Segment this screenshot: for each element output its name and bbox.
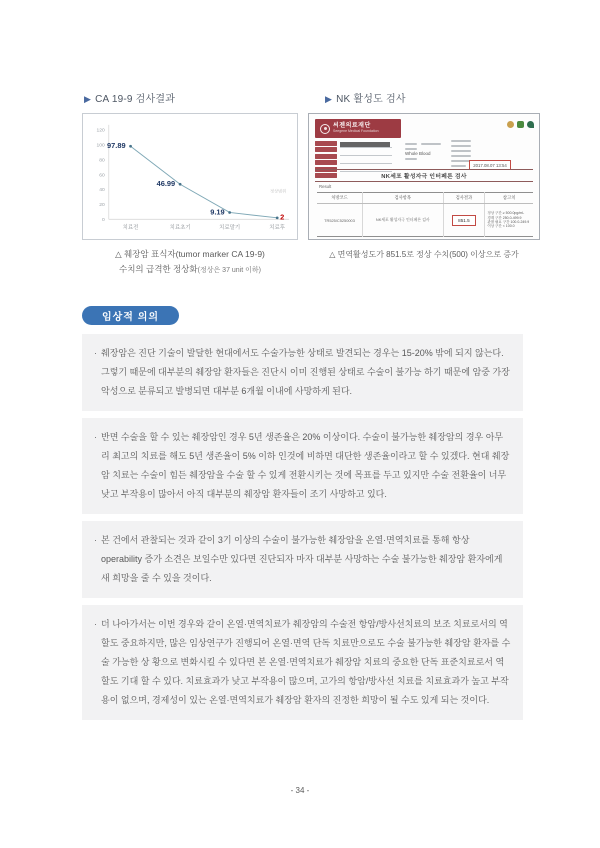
ca199-chart-figure	[82, 113, 298, 240]
illegible-text-placeholder	[451, 140, 471, 142]
paragraph-text: 췌장암은 진단 기술이 발달한 현대에서도 수술가능한 상태로 발견되는 경우는 15-20% 밖에 되지 않는다. 그렇기 때문에 대부분의 췌장암 환자들은 진단시 이미 진행된 상태로 수술이 불가능 하기 때문에 암중 가장 악성으로 분류되고 발병되면 대부분 6개월 이내에 사망하게 된다.	[101, 348, 510, 396]
bullet-dot: ·	[94, 432, 97, 442]
svg-text:80: 80	[99, 158, 105, 164]
form-underline	[340, 147, 392, 148]
cell-code: TR525/C5250003	[324, 217, 355, 223]
bullet-dot: ·	[94, 619, 97, 629]
reference-line: 이상 구간 < 100.0	[487, 224, 515, 229]
nk-result-table	[317, 192, 533, 237]
ca199-caption-line2-small: (정상은 37 unit 이하)	[197, 267, 261, 274]
clinical-paragraph	[82, 418, 523, 514]
ca199-caption-line1: △ 췌장암 표식자(tumor marker CA 19-9)	[115, 249, 265, 259]
clinical-paragraph	[82, 334, 523, 411]
table-row	[317, 204, 533, 237]
ca199-section-title	[84, 90, 175, 105]
nk-section-title	[325, 90, 406, 105]
svg-text:치료전: 치료전	[122, 225, 139, 232]
specimen-type: Whole Blood	[405, 151, 431, 156]
nk-section-title-text: NK 활성도 검사	[336, 94, 406, 105]
svg-text:9.19: 9.19	[210, 207, 225, 217]
form-underline	[340, 163, 392, 164]
lab-logo	[315, 119, 401, 138]
svg-text:46.99: 46.99	[156, 179, 176, 189]
reference-line: 경계 구간 250.0-499.9	[487, 215, 522, 220]
paragraph-text: 반면 수술을 할 수 있는 췌장암인 경우 5년 생존율은 20% 이상이다. 수술이 불가능한 췌장암의 경우 아무리 최고의 치료를 해도 5년 생존율이 5% 이하 인것에 비하면 대단한 생존율이라고 할 수 있겠다. 현대 췌장암 치료는 수술이 힘든 췌장암을 수술 할 수 있게 전환시키는 것에 목표를 두고 있지만 수술 전환율이 너무 낮고 부작용이 많아서 아직 대부분의 췌장암 환자들이 조기 사망하고 있다.	[101, 432, 510, 499]
illegible-text-placeholder	[405, 143, 417, 145]
svg-text:40: 40	[99, 188, 105, 194]
svg-text:97.89: 97.89	[107, 141, 126, 151]
illegible-text-placeholder	[451, 150, 471, 152]
reference-line: 정상 구간 ≥ 500.0pg/mL	[487, 211, 525, 216]
cell-test-name: NK세포 활성자극 인터페론 검사	[363, 204, 443, 237]
lab-emblem-icon	[320, 124, 330, 134]
illegible-text-placeholder	[405, 158, 417, 160]
certification-stamp-icon	[527, 121, 534, 128]
illegible-text-placeholder	[451, 145, 471, 147]
col-header-reference: 참고치	[485, 193, 533, 204]
svg-text:20: 20	[99, 203, 105, 209]
bullet-dot: ·	[94, 535, 97, 545]
paragraph-text: 본 건에서 관찰되는 것과 같이 3기 이상의 수술이 불가능한 췌장암을 온열·면역치료를 통해 항상 operability 증가 소견은 보일수만 있다면 진단되자 마자 대부분 사망하는 수술 불가능한 췌장암 환자에게 새 희망을 줄 수 있을 것이다.	[101, 535, 503, 583]
lab-logo-text: 씨젠의료재단	[333, 123, 371, 130]
illegible-text-placeholder	[405, 148, 417, 150]
nk-report-scan	[308, 113, 540, 240]
certification-stamp-icon	[507, 121, 514, 128]
svg-text:60: 60	[99, 173, 105, 179]
svg-text:120: 120	[96, 128, 105, 134]
col-header-result: 검사결과	[443, 193, 485, 204]
illegible-text-placeholder	[451, 160, 471, 162]
illegible-text-placeholder	[421, 143, 441, 145]
illegible-text-placeholder	[451, 165, 466, 167]
table-header-row	[317, 193, 533, 204]
hospital-name-placeholder	[340, 142, 390, 147]
report-band-title: NK세포 활성자극 인터페론 검사	[315, 169, 533, 182]
triangle-bullet-icon: ▶	[325, 94, 333, 104]
certification-stamp-icon	[517, 121, 524, 128]
ca199-caption	[70, 247, 310, 278]
svg-text:100: 100	[96, 143, 105, 149]
col-header-test: 검사항목	[363, 193, 443, 204]
result-value-highlight: 851.5	[452, 215, 476, 226]
illegible-text-placeholder	[451, 155, 471, 157]
cell-result	[443, 204, 485, 237]
ca199-caption-line2	[70, 262, 310, 278]
report-datetime: 2017.08.07 13:54	[473, 162, 507, 168]
form-underline	[340, 155, 392, 156]
svg-text:치료초기: 치료초기	[169, 225, 191, 232]
nk-caption: △ 면역활성도가 851.5로 정상 수치(500) 이상으로 증가	[329, 250, 519, 259]
result-label: Result	[319, 184, 332, 189]
lab-logo-subtext: Seegene Medical Foundation	[333, 129, 379, 134]
col-header-code: 처방코드	[317, 193, 363, 204]
ca199-chart-svg	[83, 114, 297, 239]
cell-reference	[485, 204, 533, 237]
ca199-caption-line2-main: 수치의 급격한 정상화	[118, 264, 198, 274]
bullet-dot: ·	[94, 348, 97, 358]
certification-stamps	[507, 121, 534, 128]
svg-text:0: 0	[102, 218, 105, 224]
page-number: - 34 -	[290, 786, 310, 795]
svg-text:치료말기: 치료말기	[219, 225, 241, 232]
clinical-significance-body	[82, 334, 523, 727]
reference-line: 관찰 필요 구간 100.0-249.9	[487, 220, 530, 224]
triangle-bullet-icon: ▶	[84, 94, 92, 104]
paragraph-text: 더 나아가서는 이번 경우와 같이 온열·면역치료가 췌장암의 수술전 항암/방사선치료의 보조 치료로서의 역할도 중요하지만, 많은 임상연구가 진행되어 온열·면역 단독 치료만으로도 수술 불가능한 췌장암 환자를 수술 가능한 상 황으로 변화시킬 수 있다면 본 온열·면역치료가 췌장암 치료의 중요한 단독 표준치료로서 역할도 기대 할 수 있다. 치료효과가 낮고 부작용이 많으며, 고가의 항암/방사선 치료를 치료효과가 높고 부작용이 없으며, 경제성이 있는 온열·면역치료가 췌장암 환자의 진정한 희망이 될 수도 있게 되는 것이다.	[101, 619, 511, 705]
svg-text:2: 2	[280, 212, 285, 222]
clinical-paragraph	[82, 605, 523, 720]
svg-text:치료후: 치료후	[269, 225, 286, 232]
clinical-significance-badge: 임상적 의의	[82, 306, 179, 325]
clinical-paragraph	[82, 521, 523, 598]
svg-text:정상범위: 정상범위	[270, 188, 287, 194]
ca199-section-title-text: CA 19-9 검사결과	[95, 94, 176, 105]
